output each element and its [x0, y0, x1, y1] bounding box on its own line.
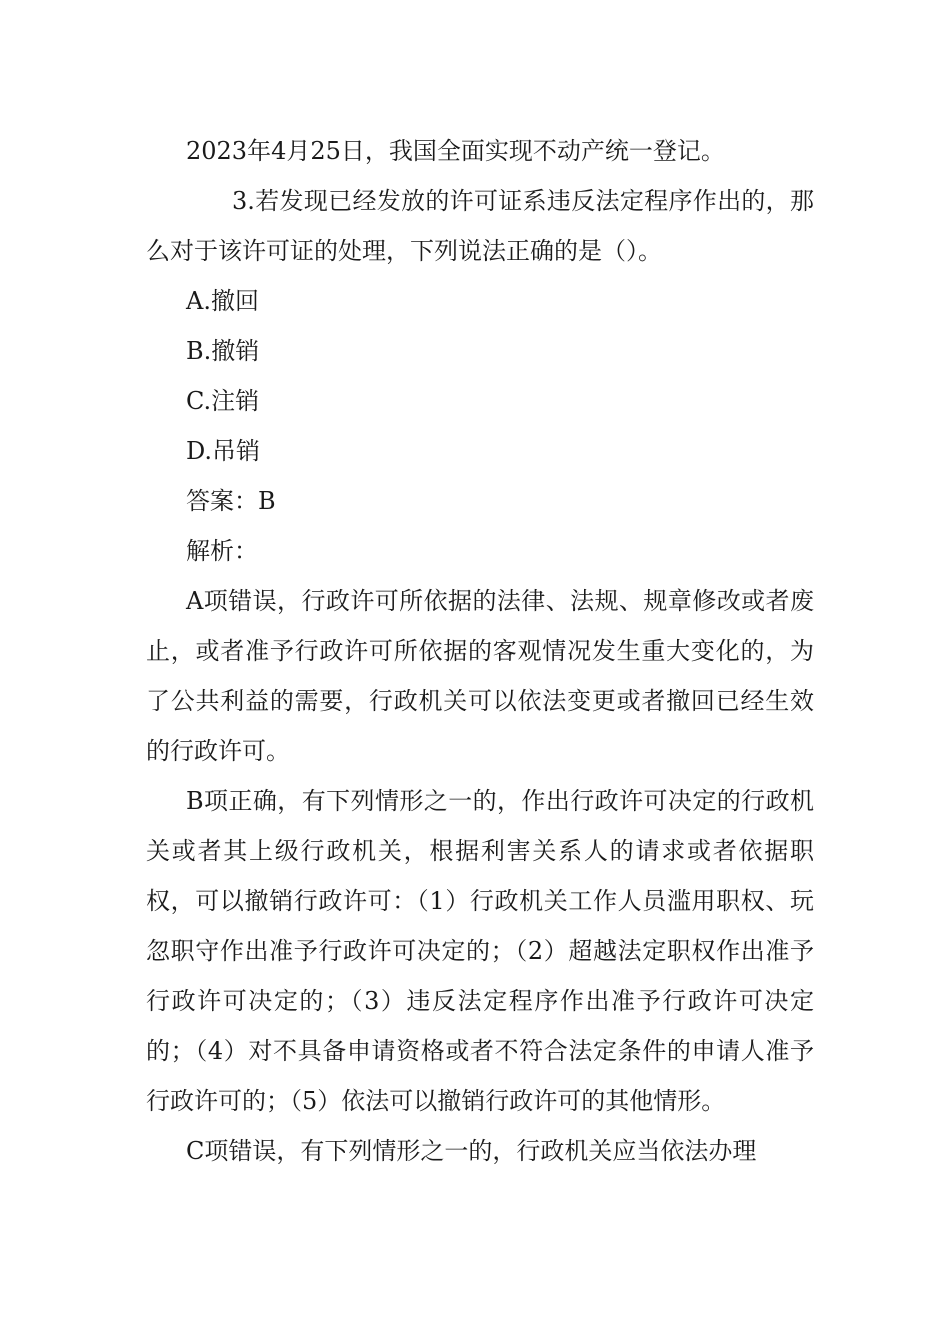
document-body [146, 126, 814, 1176]
option-a: A.撤回 [186, 287, 259, 315]
analysis-option-b: B项正确，有下列情形之一的，作出行政许可决定的行政机关或者其上级行政机关，根据利害关系人的请求或者依据职权，可以撤销行政许可：（1）行政机关工作人员滥用职权、玩忽职守作出准予行政许可决定的；（2）超越法定职权作出准予行政许可决定的；（3）违反法定程序作出准予行政许可决定的；（4）对不具备申请资格或者不符合法定条件的申请人准予行政许可的；（5）依法可以撤销行政许可的其他情形。 [146, 787, 814, 1115]
answer-line: 答案：B [186, 487, 276, 515]
option-c: C.注销 [186, 387, 260, 415]
paragraph-registration-date: 2023年4月25日，我国全面实现不动产统一登记。 [186, 137, 725, 165]
option-d: D.吊销 [186, 437, 261, 465]
analysis-option-c: C项错误，有下列情形之一的，行政机关应当依法办理 [186, 1137, 757, 1165]
option-b: B.撤销 [186, 337, 260, 365]
question-stem: 3.若发现已经发放的许可证系违反法定程序作出的，那么对于该许可证的处理，下列说法正确的是（）。 [146, 187, 814, 265]
analysis-option-a: A项错误，行政许可所依据的法律、法规、规章修改或者废止，或者准予行政许可所依据的客观情况发生重大变化的，为了公共利益的需要，行政机关可以依法变更或者撤回已经生效的行政许可。 [146, 587, 814, 765]
analysis-heading: 解析： [186, 537, 258, 565]
